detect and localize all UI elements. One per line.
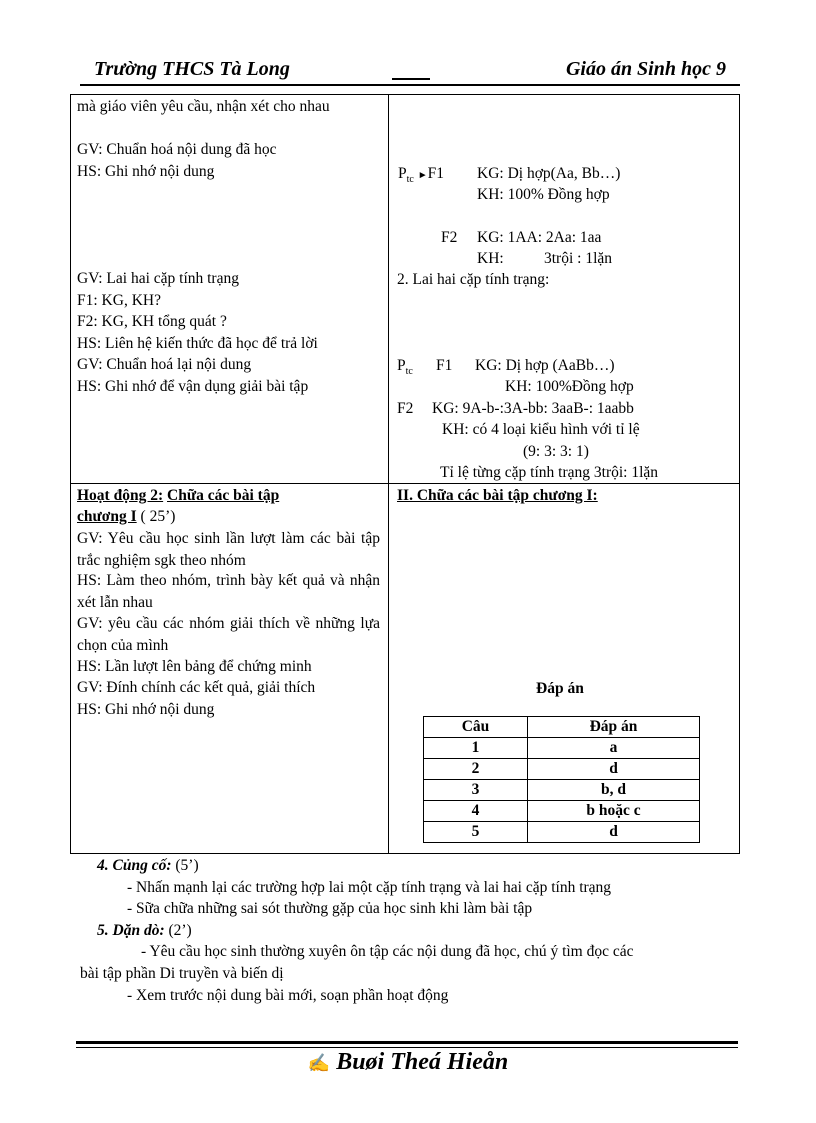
section5-line1: - Yêu cầu học sinh thường xuyên ôn tập các nội dung đã học, chú ý tìm đọc các <box>141 943 634 960</box>
footer-rule <box>76 1041 738 1044</box>
header-cell: Câu <box>424 717 528 738</box>
kh4: KH: có 4 loại kiểu hình với tỉ lệ <box>442 421 640 438</box>
p-tc-line-2: $P_{tc}$ <box>397 357 413 378</box>
school-name: Trường THCS Tà Long <box>94 58 290 80</box>
table-row: 3 b, d <box>424 780 700 801</box>
table-row: 5 d <box>424 822 700 843</box>
activity2-title: Hoạt động 2: Chữa các bài tập <box>77 487 280 504</box>
section4-heading: 4. Củng cố: (5’) <box>97 857 199 874</box>
section5-line1-cont: bài tập phần Di truyền và biến dị <box>80 965 284 982</box>
footer-author: ✍ Buøi Theá Hieån <box>307 1049 509 1075</box>
answer-table <box>423 716 700 843</box>
section4-line1: - Nhấn mạnh lại các trường hợp lai một cặp tính trạng và lai hai cặp tính trạng <box>127 879 612 896</box>
kh2b: 3trội : 1lặn <box>544 250 613 267</box>
header-cell: Đáp án <box>528 717 700 738</box>
kh1: KH: 100% Đồng hợp <box>477 186 610 203</box>
lesson-table <box>70 94 740 854</box>
pair-ratio: Tỉ lệ từng cặp tính trạng 3trội: 1lặn <box>440 464 659 481</box>
kh3: KH: 100%Đồng hợp <box>505 378 634 395</box>
activity2-p1: GV: Yêu cầu học sinh lần lượt làm các bài tập trắc nghiệm sgk theo nhóm <box>77 530 380 569</box>
activity2-p5: GV: Đính chính các kết quả, giải thích <box>77 679 316 696</box>
row1-left-line4: GV: Lai hai cặp tính trạng <box>77 270 239 287</box>
page-header <box>80 54 740 82</box>
section2-heading: II. Chữa các bài tập chương I: <box>397 487 598 504</box>
section5-line2: - Xem trước nội dung bài mới, soạn phần hoạt động <box>127 987 449 1004</box>
activity2-p4: HS: Lần lượt lên bảng để chứng minh <box>77 658 312 675</box>
row1-left-line8: GV: Chuẩn hoá lại nội dung <box>77 356 252 373</box>
answer-table-header <box>424 717 700 738</box>
section2-title: 2. Lai hai cặp tính trạng: <box>397 271 550 288</box>
ratio: (9: 3: 3: 1) <box>523 443 589 460</box>
kh2a: KH: <box>477 250 504 267</box>
answer-title: Đáp án <box>536 680 584 697</box>
f2-label: F2 <box>441 229 458 246</box>
subject-title: Giáo án Sinh học 9 <box>565 58 726 80</box>
header-divider <box>392 78 430 80</box>
pen-icon: ✍ <box>307 1053 331 1073</box>
kg3: KG: Dị hợp (AaBb…) <box>475 357 615 374</box>
row1-left-line9: HS: Ghi nhớ để vận dụng giải bài tập <box>77 378 309 395</box>
row1-left-line1: mà giáo viên yêu cầu, nhận xét cho nhau <box>77 98 330 115</box>
footer-rule-thin <box>76 1047 738 1048</box>
f1b: F1 <box>436 357 453 374</box>
row1-left-line5: F1: KG, KH? <box>77 292 161 309</box>
kg2: KG: 1AA: 2Aa: 1aa <box>477 229 602 246</box>
row1-left-line2: GV: Chuẩn hoá nội dung đã học <box>77 141 277 158</box>
activity2-p2: HS: Làm theo nhóm, trình bày kết quả và nhận xét lẫn nhau <box>77 572 380 611</box>
f2b: F2 <box>397 400 414 417</box>
header-rule <box>80 84 740 86</box>
activity2-title-line2: chương I ( 25’) <box>77 508 176 525</box>
p-tc-line: $P_{tc}$ ►F1 <box>398 165 444 186</box>
kg1: KG: Dị hợp(Aa, Bb…) <box>477 165 621 182</box>
row1-left-line6: F2: KG, KH tổng quát ? <box>77 313 227 330</box>
activity2-p3: GV: yêu cầu các nhóm giải thích về những lựa chọn của mình <box>77 615 380 654</box>
arrow-icon: ► <box>417 170 428 181</box>
activity2-p6: HS: Ghi nhớ nội dung <box>77 701 215 718</box>
section4-line2: - Sữa chữa những sai sót thường gặp của học sinh khi làm bài tập <box>127 900 533 917</box>
table-row: 4 b hoặc c <box>424 801 700 822</box>
table-row: 1 a <box>424 738 700 759</box>
kg4: KG: 9A-b-:3A-bb: 3aaB-: 1aabb <box>432 400 634 417</box>
section5-heading: 5. Dặn dò: (2’) <box>97 922 192 939</box>
table-row: 2 d <box>424 759 700 780</box>
row1-left-line7: HS: Liên hệ kiến thức đã học để trả lời <box>77 335 318 352</box>
row1-left-line3: HS: Ghi nhớ nội dung <box>77 163 215 180</box>
